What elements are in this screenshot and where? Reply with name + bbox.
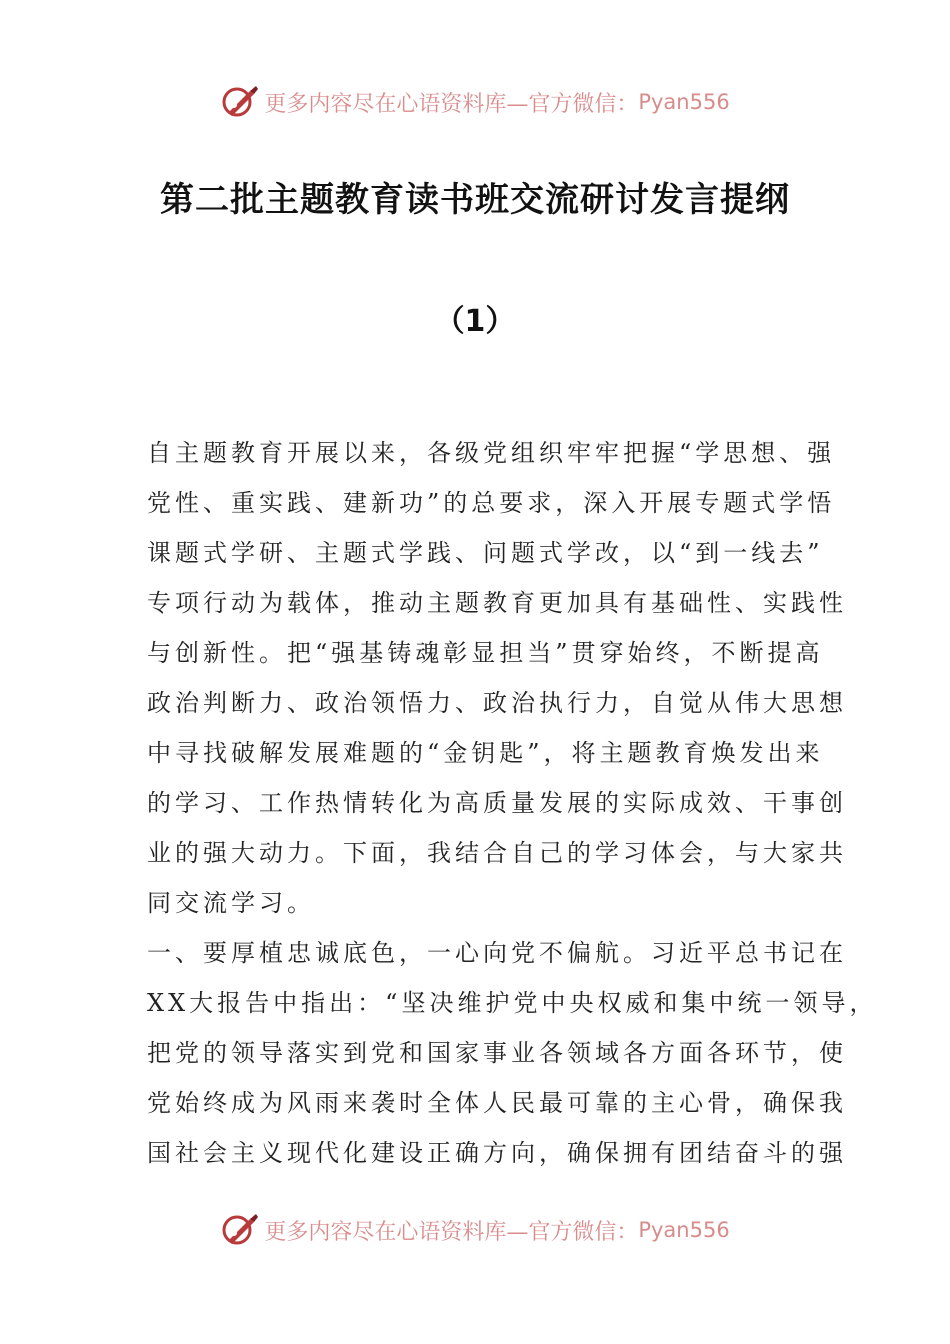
watermark-handle: Pyan556: [638, 90, 730, 114]
body-line: 业的强大动力。下面，我结合自己的学习体会，与大家共: [147, 839, 847, 867]
watermark-text: 更多内容尽在心语资料库—官方微信：: [264, 1219, 639, 1245]
body-line: 党性、重实践、建新功”的总要求，深入开展专题式学悟: [147, 489, 836, 517]
body-line: 与创新性。把“强基铸魂彰显担当”贯穿始终，不断提高: [147, 639, 824, 667]
watermark-handle: Pyan556: [638, 1218, 730, 1242]
body-line: 同交流学习。: [147, 889, 315, 917]
body-line: 中寻找破解发展难题的“金钥匙”，将主题教育焕发出来: [147, 739, 824, 767]
document-subtitle: （1）: [434, 304, 516, 339]
footer-watermark: [0, 1208, 950, 1252]
body-line: 课题式学研、主题式学践、问题式学改，以“到一线去”: [147, 539, 824, 567]
body-line: 党始终成为风雨来袭时全体人民最可靠的主心骨，确保我: [147, 1089, 847, 1117]
pen-logo-icon: [220, 1210, 260, 1250]
watermark-text: 更多内容尽在心语资料库—官方微信：: [264, 91, 639, 117]
pen-logo-icon: [220, 82, 260, 122]
body-line: 把党的领导落实到党和国家事业各领域各方面各环节，使: [147, 1039, 847, 1067]
body-line: 专项行动为载体，推动主题教育更加具有基础性、实践性: [147, 589, 847, 617]
document-title: 第二批主题教育读书班交流研讨发言提纲: [160, 180, 790, 220]
body-line: XX大报告中指出：“坚决维护党中央权威和集中统一领导，: [147, 989, 878, 1017]
header-watermark: [0, 80, 950, 124]
body-line: 自主题教育开展以来，各级党组织牢牢把握“学思想、强: [147, 439, 836, 467]
body-line: 的学习、工作热情转化为高质量发展的实际成效、干事创: [147, 789, 847, 817]
body-line: 一、要厚植忠诚底色，一心向党不偏航。习近平总书记在: [147, 939, 847, 967]
body-line: 国社会主义现代化建设正确方向，确保拥有团结奋斗的强: [147, 1139, 847, 1167]
body-line: 政治判断力、政治领悟力、政治执行力，自觉从伟大思想: [147, 689, 847, 717]
document-body: [147, 428, 878, 1178]
